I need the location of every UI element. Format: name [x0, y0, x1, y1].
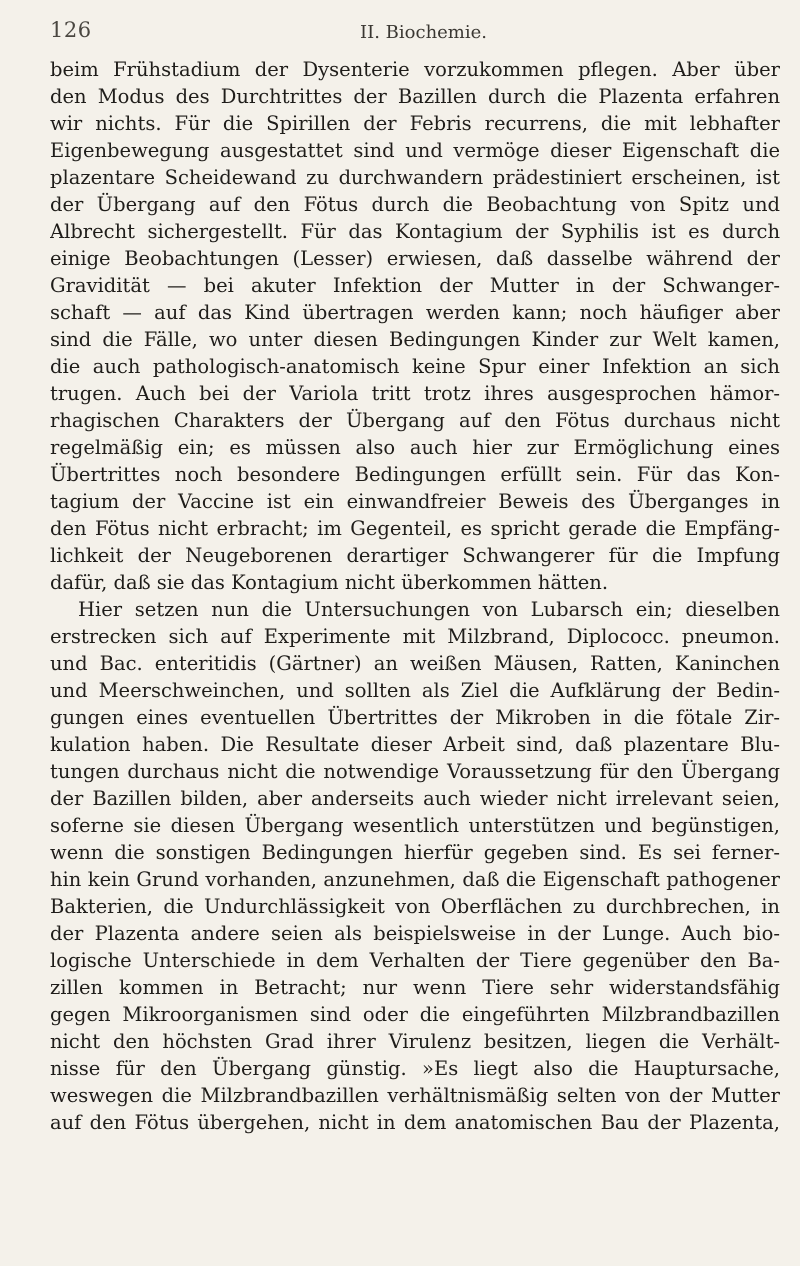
text-line: soferne sie diesen Übergang wesentlich unterstützen und begünstigen, — [50, 814, 780, 837]
chapter-title: II. Biochemie. — [360, 22, 488, 43]
text-line: plazentare Scheidewand zu durchwandern prädestiniert erscheinen, ist — [50, 166, 780, 189]
text-line: beim Frühstadium der Dysenterie vorzukommen pflegen. Aber über — [50, 58, 780, 81]
text-line: Bakterien, die Undurchlässigkeit von Oberflächen zu durchbrechen, in — [50, 895, 780, 918]
text-line: die auch pathologisch-anatomisch keine Spur einer Infektion an sich — [50, 355, 780, 378]
text-line: auf den Fötus übergehen, nicht in dem anatomischen Bau der Plazenta, — [50, 1111, 780, 1134]
text-line: Eigenbewegung ausgestattet sind und vermöge dieser Eigenschaft die — [50, 139, 780, 162]
text-line: wir nichts. Für die Spirillen der Febris recurrens, die mit lebhafter — [50, 112, 780, 135]
text-line: sind die Fälle, wo unter diesen Bedingungen Kinder zur Welt kamen, — [50, 328, 780, 351]
text-line: nisse für den Übergang günstig. »Es liegt also die Hauptursache, — [50, 1057, 780, 1080]
text-line: tagium der Vaccine ist ein einwandfreier Beweis des Überganges in — [50, 490, 780, 513]
text-line: kulation haben. Die Resultate dieser Arbeit sind, daß plazentare Blu- — [50, 733, 780, 756]
text-line: Übertrittes noch besondere Bedingungen erfüllt sein. Für das Kon- — [50, 463, 780, 486]
text-line: einige Beobachtungen (Lesser) erwiesen, daß dasselbe während der — [50, 247, 780, 270]
text-line: den Modus des Durchtrittes der Bazillen durch die Plazenta erfahren — [50, 85, 780, 108]
text-line: der Bazillen bilden, aber anderseits auch wieder nicht irrelevant seien, — [50, 787, 780, 810]
book-page — [50, 18, 780, 1248]
text-line: trugen. Auch bei der Variola tritt trotz ihres ausgesprochen hämor- — [50, 382, 780, 405]
running-header — [50, 18, 780, 52]
page-number: 126 — [50, 18, 92, 42]
text-line: logische Unterschiede in dem Verhalten der Tiere gegenüber den Ba- — [50, 949, 780, 972]
text-line: weswegen die Milzbrandbazillen verhältnismäßig selten von der Mutter — [50, 1084, 780, 1107]
paragraph-last-line: dafür, daß sie das Kontagium nicht überkommen hätten. — [50, 571, 609, 594]
text-line: hin kein Grund vorhanden, anzunehmen, daß die Eigenschaft pathogener — [50, 868, 780, 891]
text-line: lichkeit der Neugeborenen derartiger Schwangerer für die Impfung — [50, 544, 780, 567]
text-line: tungen durchaus nicht die notwendige Voraussetzung für den Übergang — [50, 760, 780, 783]
text-line: der Übergang auf den Fötus durch die Beobachtung von Spitz und — [50, 193, 780, 216]
text-line: der Plazenta andere seien als beispielsweise in der Lunge. Auch bio- — [50, 922, 780, 945]
text-line: Gravidität — bei akuter Infektion der Mutter in der Schwanger- — [50, 274, 780, 297]
text-line: regelmäßig ein; es müssen also auch hier zur Ermöglichung eines — [50, 436, 780, 459]
text-line: Albrecht sichergestellt. Für das Kontagium der Syphilis ist es durch — [50, 220, 780, 243]
text-line: zillen kommen in Betracht; nur wenn Tiere sehr widerstandsfähig — [50, 976, 780, 999]
text-line: nicht den höchsten Grad ihrer Virulenz besitzen, liegen die Verhält- — [50, 1030, 780, 1053]
text-line: gungen eines eventuellen Übertrittes der Mikroben in die fötale Zir- — [50, 706, 780, 729]
body-text — [50, 56, 780, 1136]
paragraph-first-line: Hier setzen nun die Untersuchungen von Lubarsch ein; dieselben — [78, 598, 780, 621]
text-line: und Bac. enteritidis (Gärtner) an weißen Mäusen, Ratten, Kaninchen — [50, 652, 780, 675]
text-line: den Fötus nicht erbracht; im Gegenteil, es spricht gerade die Empfäng- — [50, 517, 780, 540]
text-line: erstrecken sich auf Experimente mit Milzbrand, Diplococc. pneumon. — [50, 625, 780, 648]
text-line: und Meerschweinchen, und sollten als Ziel die Aufklärung der Bedin- — [50, 679, 780, 702]
text-line: gegen Mikroorganismen sind oder die eingeführten Milzbrandbazillen — [50, 1003, 780, 1026]
text-line: wenn die sonstigen Bedingungen hierfür gegeben sind. Es sei ferner- — [50, 841, 780, 864]
text-line: schaft — auf das Kind übertragen werden kann; noch häufiger aber — [50, 301, 780, 324]
text-line: rhagischen Charakters der Übergang auf den Fötus durchaus nicht — [50, 409, 780, 432]
